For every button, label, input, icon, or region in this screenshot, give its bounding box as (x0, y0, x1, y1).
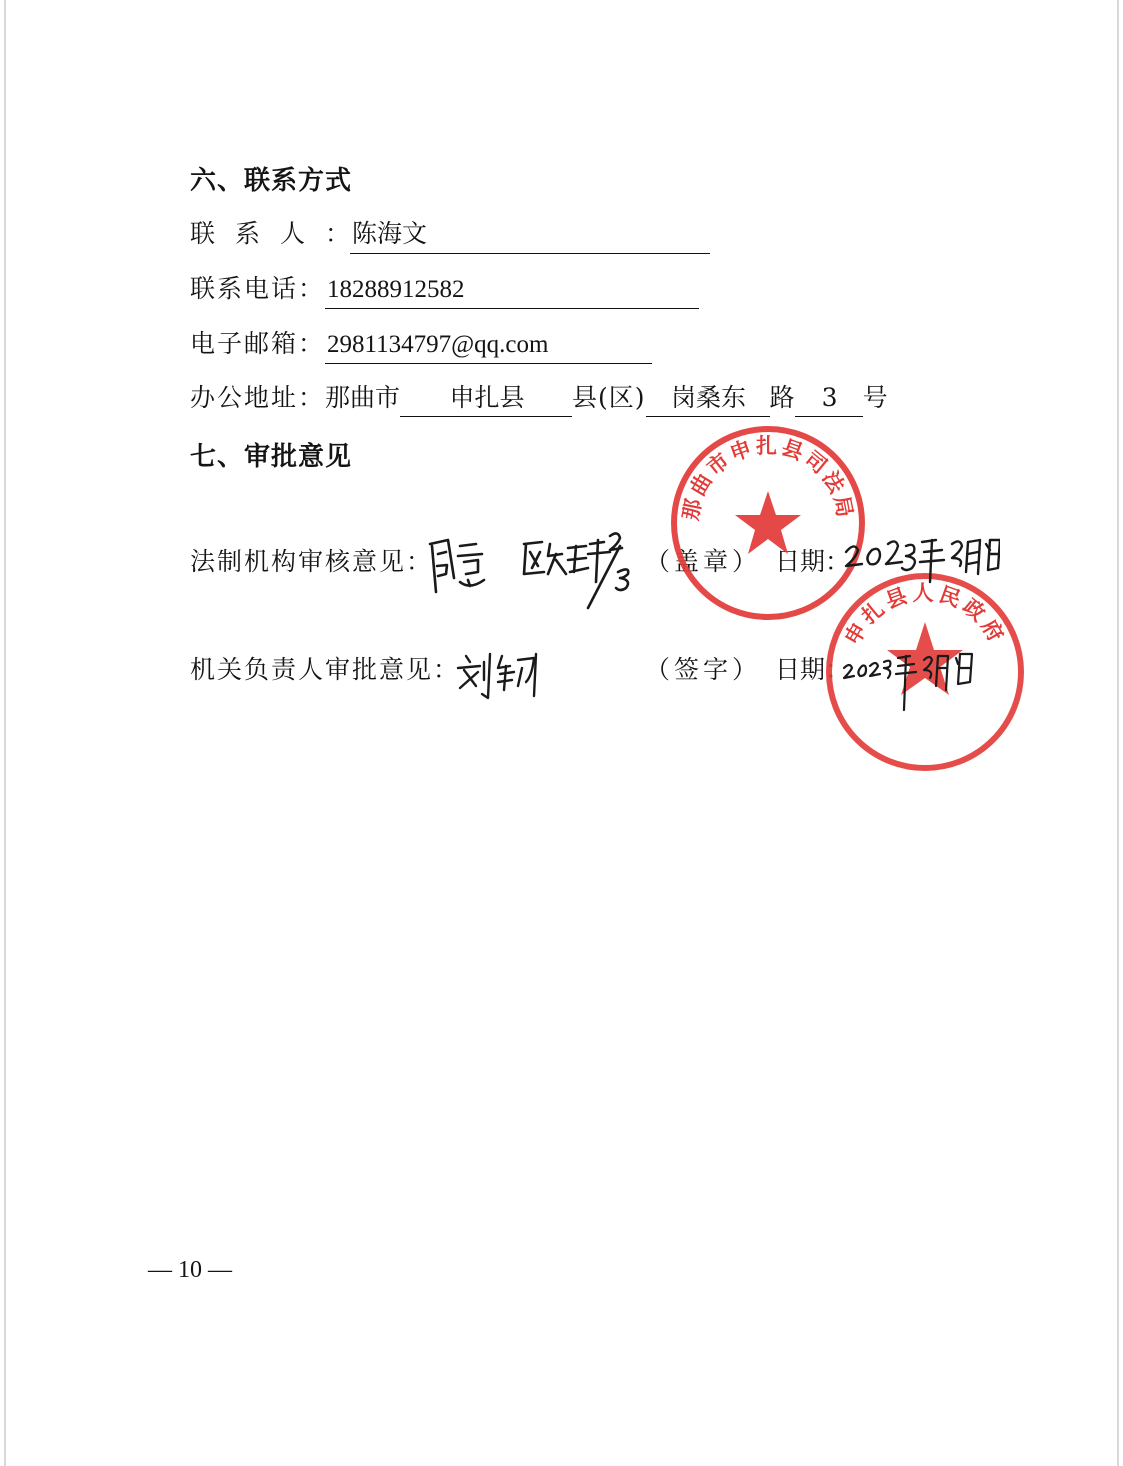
address-county-suffix: 县(区) (572, 383, 646, 412)
contact-email-row (190, 326, 652, 362)
page-left-edge (4, 0, 6, 1466)
address-number: 3 (795, 380, 863, 417)
leader-approval-label: 机关负责人审批意见： (190, 655, 461, 684)
contact-phone-label: 联系电话： (190, 274, 326, 303)
contact-phone-row (190, 271, 699, 307)
office-address-row (190, 380, 888, 416)
contact-phone-value: 18288912582 (325, 272, 699, 309)
legal-review-row (190, 544, 433, 580)
leader-approval-row (190, 652, 460, 688)
approval-section-heading: 七、审批意见 (190, 442, 353, 472)
leader-handwritten-date (840, 640, 990, 720)
svg-text:申扎县人民政府: 申扎县人民政府 (840, 581, 1010, 650)
page-right-edge (1117, 0, 1119, 1466)
contact-section-heading: 六、联系方式 (190, 166, 353, 196)
legal-review-label: 法制机构审核意见： (190, 547, 434, 576)
legal-review-date-label: 日期： (775, 547, 851, 576)
address-county: 申扎县 (400, 380, 572, 417)
page-number: — 10 — (148, 1257, 232, 1283)
address-number-suffix: 号 (862, 383, 888, 412)
legal-review-handwritten-date (840, 524, 1000, 584)
sign-note: （签字） (645, 655, 762, 684)
address-city: 那曲市 (325, 383, 401, 412)
address-road: 岗桑东 (646, 380, 770, 417)
seal-note: （盖章） (645, 547, 762, 576)
address-road-suffix: 路 (769, 383, 795, 412)
contact-person-value: 陈海文 (350, 217, 710, 254)
legal-review-handwritten-signature (420, 522, 640, 612)
leader-date-label: 日期： (775, 655, 851, 684)
contact-email-value: 2981134797@qq.com (325, 327, 652, 364)
office-address-label: 办公地址： (190, 383, 326, 412)
leader-handwritten-signature (452, 646, 542, 706)
contact-email-label: 电子邮箱： (190, 329, 326, 358)
svg-text:那曲市申扎县司法局: 那曲市申扎县司法局 (678, 434, 858, 523)
contact-person-row: 联系人：陈海文 (190, 216, 710, 252)
contact-person-label: 联系人 (190, 219, 326, 248)
